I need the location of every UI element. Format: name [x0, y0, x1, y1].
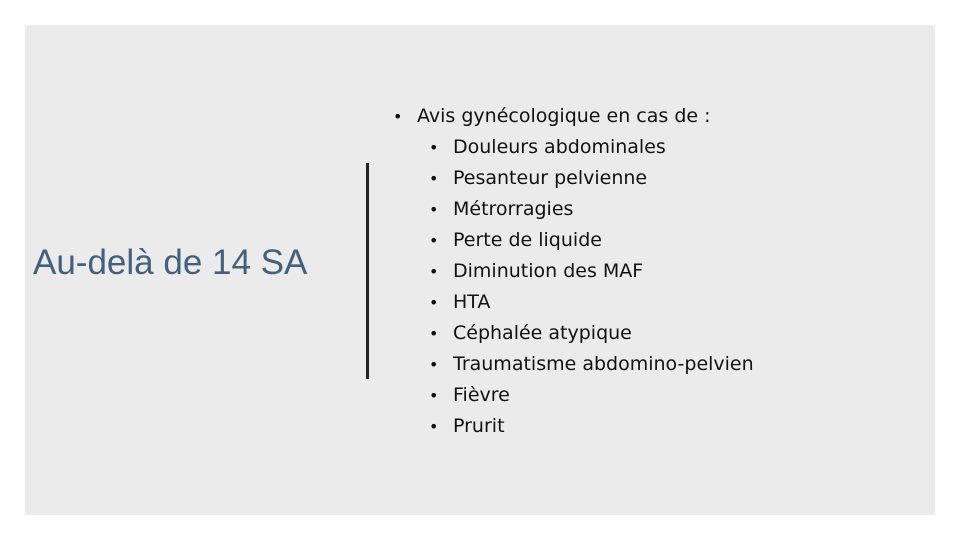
sub-point-text: Céphalée atypique [453, 322, 632, 344]
sub-point-text: Traumatisme abdomino-pelvien [453, 353, 754, 375]
bullet-icon: • [429, 200, 439, 219]
sub-point-text: Diminution des MAF [453, 260, 644, 282]
list-item [393, 132, 754, 163]
sub-point-text: Douleurs abdominales [453, 136, 666, 158]
list-item [393, 225, 754, 256]
sub-point-text: Métrorragies [453, 198, 574, 220]
list-item [393, 163, 754, 194]
bullet-icon: • [429, 324, 439, 343]
bullet-icon: • [429, 386, 439, 405]
sub-point-text: Prurit [453, 415, 505, 437]
bullet-list [393, 101, 754, 442]
bullet-icon: • [429, 417, 439, 436]
slide [25, 25, 935, 515]
list-item [393, 411, 754, 442]
bullet-icon: • [393, 107, 403, 126]
list-item [393, 194, 754, 225]
list-item [393, 256, 754, 287]
sub-point-text: Perte de liquide [453, 229, 602, 251]
bullet-icon: • [429, 231, 439, 250]
bullet-icon: • [429, 293, 439, 312]
list-item-main [393, 101, 754, 132]
sub-point-text: Fièvre [453, 384, 510, 406]
bullet-icon: • [429, 138, 439, 157]
slide-title: Au-delà de 14 SA [33, 243, 308, 282]
list-item [393, 380, 754, 411]
sub-point-text: Pesanteur pelvienne [453, 167, 648, 189]
bullet-icon: • [429, 169, 439, 188]
bullet-icon: • [429, 355, 439, 374]
slide-content [393, 101, 754, 442]
main-point-text: Avis gynécologique en cas de : [417, 105, 711, 127]
vertical-divider [366, 163, 369, 379]
list-item [393, 318, 754, 349]
list-item [393, 349, 754, 380]
sub-point-text: HTA [453, 291, 491, 313]
bullet-icon: • [429, 262, 439, 281]
list-item [393, 287, 754, 318]
